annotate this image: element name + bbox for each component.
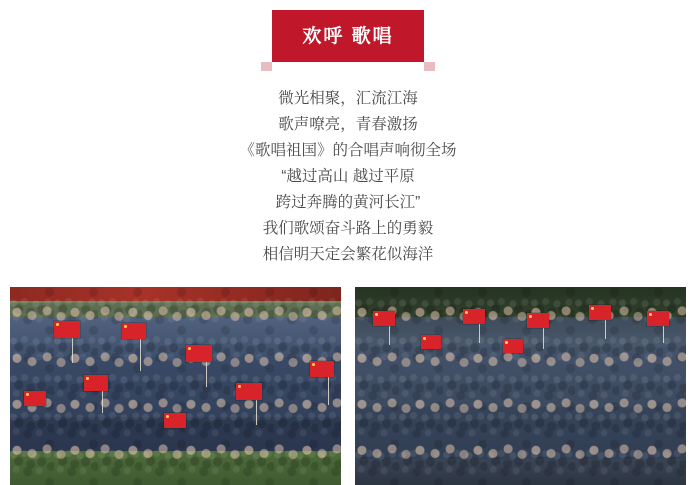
national-flag	[647, 311, 669, 326]
poem-line: 歌声嘹亮，青春激扬	[278, 116, 418, 133]
national-flag	[421, 335, 441, 349]
title-banner	[272, 10, 424, 62]
crowd-faces	[10, 287, 341, 485]
poem-line: “越过高山 越过平原	[281, 168, 415, 185]
poem-body	[0, 86, 696, 268]
photo-crowd-flags	[10, 287, 341, 485]
ribbon-tail-left	[261, 62, 272, 71]
national-flag	[463, 309, 485, 324]
national-flag	[186, 345, 212, 362]
photo-gallery	[10, 287, 686, 485]
national-flag	[310, 361, 334, 377]
national-flag	[589, 305, 611, 320]
national-flag	[84, 375, 108, 391]
poem-line: 跨过奔腾的黄河长江”	[275, 194, 421, 211]
poem-line: 相信明天定会繁花似海洋	[262, 246, 434, 263]
national-flag	[24, 391, 46, 406]
national-flag	[164, 413, 186, 428]
ribbon-tail-right	[424, 62, 435, 71]
page-title: 欢呼 歌唱	[302, 25, 394, 47]
national-flag	[122, 323, 146, 339]
national-flag	[503, 339, 523, 353]
title-banner-container	[0, 0, 696, 62]
photo-students-cheering	[355, 287, 686, 485]
poem-line: 微光相聚，汇流江海	[278, 90, 418, 107]
national-flag	[527, 313, 549, 328]
national-flag	[236, 383, 262, 400]
national-flag	[54, 321, 80, 338]
national-flag	[373, 311, 395, 326]
poem-line: 《歌唱祖国》的合唱声响彻全场	[239, 142, 457, 159]
crowd-faces	[355, 287, 686, 485]
poem-line: 我们歌颂奋斗路上的勇毅	[262, 220, 434, 237]
